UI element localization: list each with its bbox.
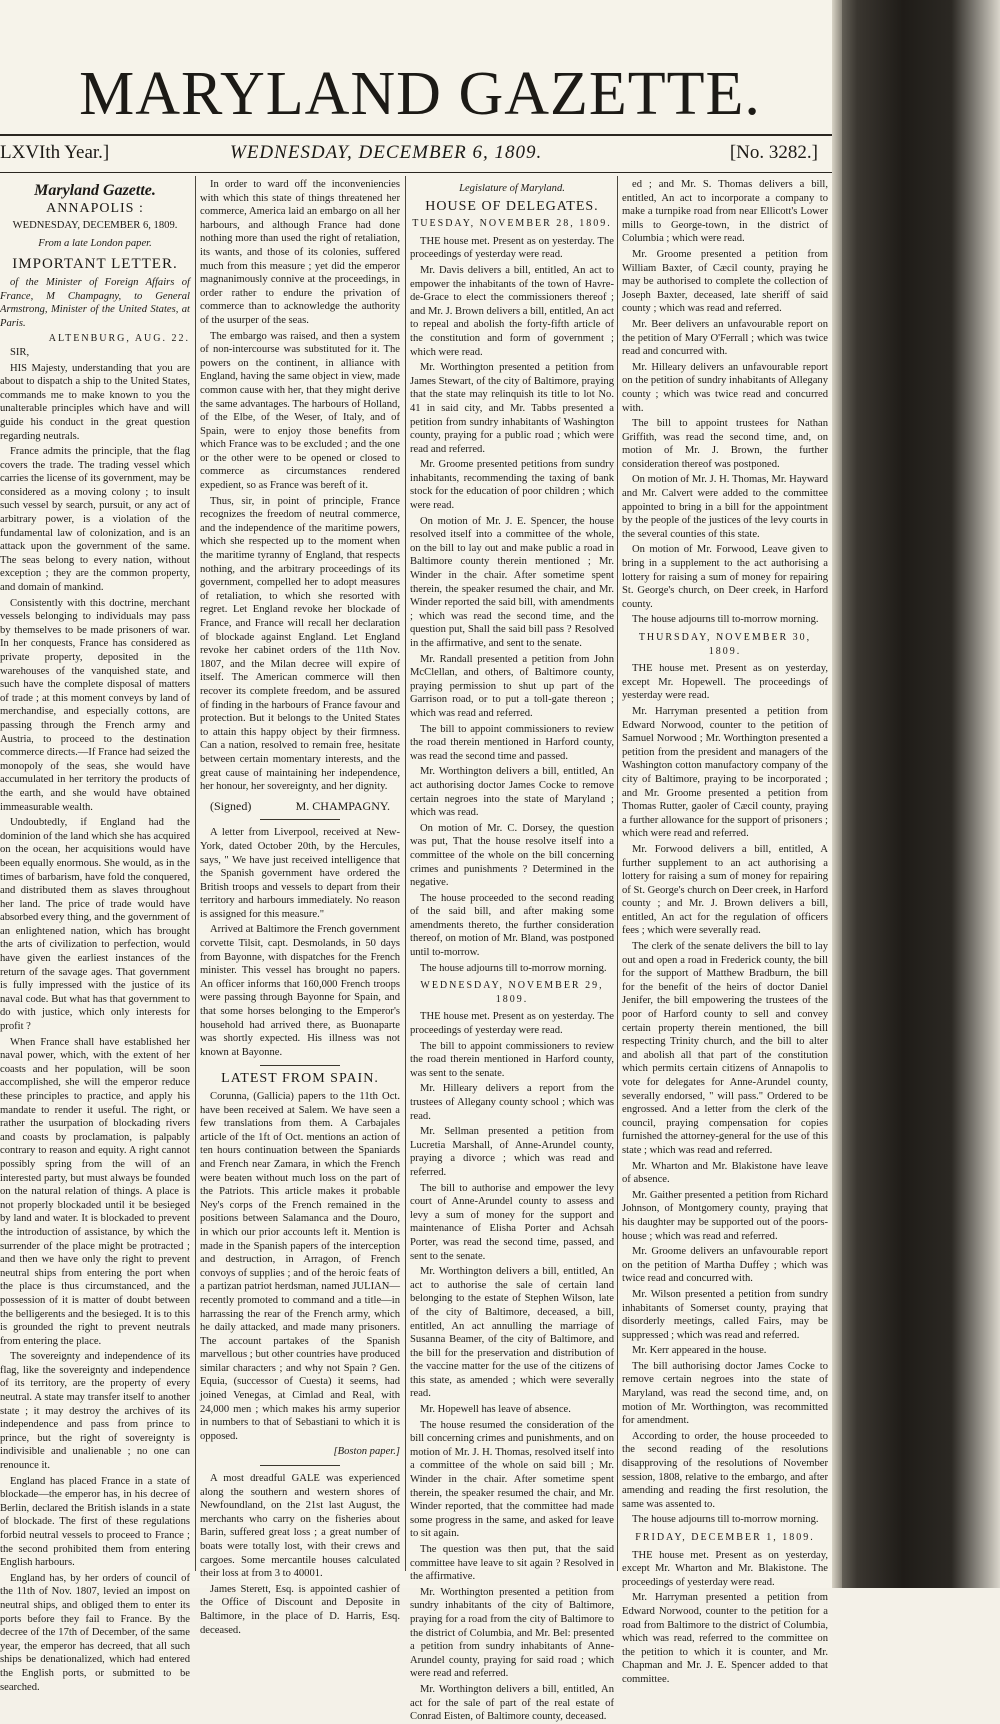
paragraph: Mr. Randall presented a petition from John McClellan, and others, of Baltimore county, praying permission to shut up part of the Garrison road, or to put a toll-gate thereon ; which was read and referred. [410,653,614,719]
paragraph: The sovereignty and independence of its flag, like the sovereignty and independence of its territory, are the property of every neutral. A state may transfer itself to another state ; it may destroy the archives of its independence and pass from prince to prince, but the right of sovereignty is indivisible and unalienable ; no one can renounce it. [0,1351,190,1472]
paragraph: The house adjourns till to-morrow morning. [632,614,819,626]
local-date: WEDNESDAY, DECEMBER 6, 1809. [12,220,178,232]
paragraph: On motion of Mr. Forwood, Leave given to bring in a supplement to the act authorising a lottery for raising a sum of money for repairing St. George's church, on Deer creek, in Harford county. [622,544,828,610]
paragraph: Mr. Wharton and Mr. Blakistone have leave of absence. [622,1160,828,1186]
article-heading: IMPORTANT LETTER. [12,256,178,273]
paragraph: HIS Majesty, understanding that you are about to dispatch a ship to the United States, commands me to make known to you the unalterable principles which have and will guide his conduct in the great question regarding neutrals. [0,362,190,442]
spain-article [200,1090,400,1443]
day-heading: THURSDAY, NOVEMBER 30, 1809. [638,632,812,657]
column-rule [405,176,406,1571]
day-heading: TUESDAY, NOVEMBER 28, 1809. [412,218,612,230]
article-body [200,178,400,794]
section-heading: Legislature of Maryland. [459,183,565,194]
paragraph: Corunna, (Gallicia) papers to the 11th Oct. have been received at Salem. We have seen a few translations from them. A Carbajales article of the 1ft of Oct. mentions an action of ten hours continuation between the Spaniards and French near Zamara, in which the French were beaten without much loss on the part of the Patriots. This article makes it probable Ney's corps of the French remained in the positions between Salamanca and the Douro, in which our prior accounts left it. Mention is made in the Spanish papers of the interception and destruction, in Arragon, of French convoys of supplies ; and of the heroic feats of a partizan patriot herdsman, named JULIAN—recently promoted to command and a title—in harrassing the rear of the French army, which he daily attacked, and made many prisoners. The account partakes of the Spanish marvellous ; but other countries have produced similar characters ; and why not Spain ? Gen. Equia, (successor of Cuesta) it seems, had joined Venegas, at Cimlad and Real, with 24,000 men ; which makes his army superior in numbers to that of Sebastiani to which it is opposed. [200,1091,400,1442]
paragraph: The bill to appoint trustees for Nathan Griffith, was read the second time, and, on motion of Mr. J. Brown, the further consideration thereof was postponed. [622,418,828,470]
paragraph: James Sterett, Esq. is appointed cashier of the Office of Discount and Deposite in Baltimore, in the place of D. Harris, Esq. deceased. [200,1583,400,1636]
column-2 [200,178,400,1636]
news-items [200,1472,400,1637]
paragraph: A most dreadful GALE was experienced along the southern and western shores of Newfoundland, on the 21st last August, the merchants who carry on the fisheries about Barin, suffered great loss ; a great number of boats were totally lost, with their crews and cargoes. Some mercantile houses calculated their loss at from 3 to 40001. [200,1473,400,1580]
book-binding [838,0,1000,1588]
paragraph: Mr. Gaither presented a petition from Richard Johnson, of Montgomery county, praying that his daughter may be supported out of the poors-house ; which was read and referred. [622,1189,828,1242]
paragraph: England has, by her orders of council of the 11th of Nov. 1807, levied an impost on neutral ships, and obliged them to enter its ports before they fail to France. By the decree of the 17th of December, of the same year, the emperor has decreed, that all such ships be denationalized, which had entered the English ports, or submitted to be searched. [0,1572,190,1693]
column-4 [622,178,828,1685]
divider [260,1465,340,1466]
spain-heading: LATEST FROM SPAIN. [221,1071,379,1087]
paragraph: Mr. Hilleary delivers an unfavourable report on the petition of sundry inhabitants of Allegany county ; which was twice read and concurred with. [622,361,828,414]
paragraph: Mr. Groome delivers an unfavourable report on the petition of Martha Duffey ; which was twice read and concurred with. [622,1246,828,1285]
paragraph: The house resumed the consideration of the bill concerning crimes and punishments, and on motion of Mr. J. H. Thomas, resolved itself into a committee of the whole on said bill ; Mr. Winder in the chair. After sometime spent therein, the speaker resumed the chair, and Mr. Winder reported, that the committee had made some progress in the same, and asked for leave to sit again. [410,1419,614,1540]
paragraph: THE house met. Present as on yesterday. The proceedings of yesterday were read. [410,1011,614,1037]
article-body [0,362,190,1695]
column-1 [0,178,190,1693]
paragraph: The embargo was raised, and then a system of non-intercourse was substituted for it. The powers on the continent, in alliance with England, having the same object in view, made common cause with her, that they might derive the same advantages. The harbours of Holland, of the Elbe, of the Weser, of Italy, and of Spain, were to enjoy those benefits from which France was to be excluded ; and the one or the other were to be opened or closed to commerce as circumstances rendered expedient, so as France was bereft of it. [200,330,400,492]
paragraph: Undoubtedly, if England had the dominion of the land which she has acquired on the ocean, her acquisitions would have been equally enormous. She would, as in the times of barbarism, have fold the conquered, and distributed them as slaves throughout her land. The price of trade would have absorbed every thing, and the government of an enlightened nation, which has brought the arts of civilization to perfection, would have given the earliest instances of the return of the savage ages. That government is fully impressed with the justice of its naval code. But what has that government to do with justice, which only interests for profit ? [0,817,190,1033]
paragraph: THE house met. Present as on yesterday, except Mr. Wharton and Mr. Blakistone. The proceedings of yesterday were read. [622,1549,828,1588]
day-heading: FRIDAY, DECEMBER 1, 1809. [635,1532,815,1543]
masthead: MARYLAND GAZETTE. [79,60,761,128]
paragraph: On motion of Mr. J. E. Spencer, the house resolved itself into a committee of the whole, on the bill to lay out and make public a road in Baltimore county therein mentioned ; Mr. Winder in the chair. After sometime spent therein, the speaker resumed the chair, and Mr. Winder reported the said bill, with amendments ; which was read the second time, and the question put, Shall the said bill pass ? Resolved in the affirmative, and sent to the senate. [410,515,614,649]
paragraph: Mr. Worthington delivers a bill, entitled, An act authorising doctor James Cocke to remove certain negroes into the state of Maryland ; which was read. [410,766,614,819]
signed-label: (Signed) [210,798,252,813]
dateline-bar [0,134,838,173]
place-heading: ANNAPOLIS : [46,200,144,216]
paragraph: The bill to appoint commissioners to review the road therein mentioned in Harford county, was read the second time and passed. [410,723,614,762]
paragraph: The house proceeded to the second reading of the said bill, and after making some amendments thereto, the further consideration thereof, on motion of Mr. Bland, was postponed until to-morrow. [410,892,614,959]
paragraph: Mr. Beer delivers an unfavourable report on the petition of Mary O'Ferrall ; which was twice read and concurred with. [622,318,828,358]
paragraph: Mr. Davis delivers a bill, entitled, An act to empower the inhabitants of the town of Havre-de-Grace to elect the commissioners thereof ; and Mr. J. Brown delivers a bill, entitled, An act to repeal and abolish the forty-fifth article of the constitution and form of government ; which were read. [410,264,614,358]
source-note: From a late London paper. [38,237,152,249]
paragraph: THE house met. Present as on yesterday. The proceedings of yesterday were read. [410,235,614,261]
paragraph: The house adjourns till to-morrow morning. [420,962,607,974]
proceedings [410,235,614,975]
paragraph: Mr. Wilson presented a petition from sundry inhabitants of Somerset county, praying that disorderly meetings, called Fairs, may be suppressed ; which was read and referred. [622,1288,828,1341]
proceedings [622,662,828,1527]
paragraph: The house adjourns till to-morrow morning. [632,1514,819,1526]
divider [260,819,340,820]
paragraph: THE house met. Present as on yesterday, except Mr. Hopewell. The proceedings of yesterday were read. [622,663,828,702]
paragraph: Mr. Sellman presented a petition from Lucretia Marshall, of Anne-Arundel county, praying a divorce ; which was read and referred. [410,1126,614,1178]
paragraph: The bill authorising doctor James Cocke to remove certain negroes into the state of Maryland, was read the second time, and, on motion of Mr. Worthington, was recommitted for amendment. [622,1360,828,1427]
paragraph: France admits the principle, that the flag covers the trade. The trading vessel which carries the license of its government, may be considered as a moving colony ; to insult such vessel by search, pursuit, or any act of arbitrary power, is a violation of the fundamental law of colonization, and is an attack upon the government of the same. The seas belong to every nation, without exception ; they are the common property, and domain of mankind. [0,446,190,594]
article-byline: of the Minister of Foreign Affairs of France, M Champagny, to General Armstrong, Minister of the United States, at Paris. [0,276,190,329]
signature [210,800,390,814]
paragraph: The clerk of the senate delivers the bill to lay out and open a road in Frederick county, the bill for the support of Matthew Bradburn, the bill for the benefit of the heirs of doctor Daniel Jenifer, the bill empowering the trustees of the poor of Harford county to sell and convey certain property therein mentioned, the bill respecting Trinity church, and the bill to alter and abolish all that part of the constitution which permits certain citizens of Annapolis to vote for delegates for Anne-Arundel county, severally endorsed, " will pass." Ordered to be engrossed. And a letter from the clerk of the council, praying compensation for copies furnished the attorney-general for the use of this state ; which was read and referred. [622,941,828,1156]
paragraph: According to order, the house proceeded to the second reading of the resolutions disapproving of the resolutions of November session, 1808, relative to the embargo, and after amending and reading the first resolution, the same was assented to. [622,1430,828,1510]
volume-label: LXVIth Year.] [0,142,110,163]
paragraph: England has placed France in a state of blockade—the emperor has, in his decree of Berlin, declared the British islands in a state of blockade. The first of these regulations forbid neutral vessels to proceed to France ; the second prohibited them from entering English harbours. [0,1475,190,1569]
paragraph: ed ; and Mr. S. Thomas delivers a bill, entitled, An act to incorporate a company to make a turnpike road from near Ellicott's Lower mills to George-town, in the district of Columbia ; which were read. [622,179,828,245]
paragraph: When France shall have established her naval power, which, with the extent of her coasts and her population, will be soon accomplished, she will the emperor reduce these principles to practice, and apply his mandate to render it useful. The right, or rather the usurpation of blockading rivers and coasts by proclamation, is palpably contrary to reason and equity. A right cannot possibly spring from the will of an interested party, but must always be founded on the natural relation of things. A place is not properly blockaded until it be besieged by land and water. It is blockaded to prevent the introduction of assistance, by which the surrender of the place might be protracted ; and then we have only the right to prevent neutral ships from entering the port when the place is thus circumstanced, and the possession of it is matter of doubt between the belligerents and the besieged. It is to this is grounded the right to prevent neutrals from entering the place. [0,1036,190,1347]
column-rule [617,176,618,1571]
issue-number: [No. 3282.] [729,142,818,163]
paragraph: Mr. Forwood delivers a bill, entitled, A further supplement to an act authorising a lottery for raising a sum of money for repairing of St. George's church on Deer creek, in Harford county ; and Mr. J. Brown delivers a bill, entitled, An act for the regulation of officers fees ; which were severally read. [622,843,828,937]
column-3 [410,178,614,1723]
paragraph: Arrived at Baltimore the French government corvette Tilsit, capt. Desmolands, in 50 days from Bayonne, with dispatches for the French minister. This vessel has brought no papers. An officer informs that 160,000 French troops were passing through Bayonne for Spain, and that some horses belonging to the Emperor's household had arrived there, as Buonaparte was shortly expected. His illness was not known at Bayonne. [200,924,400,1058]
paragraph: On motion of Mr. C. Dorsey, the question was put, That the house resolve itself into a committee of the whole on the bill concerning crimes and punishments ? Determined in the negative. [410,822,614,889]
paragraph: Mr. Worthington presented a petition from James Stewart, of the city of Baltimore, praying that the state may relinquish its title to lot No. 41 in said city, and Mr. Tabbs presented a petition from sundry inhabitants of Washington county, praying for a public road ; which were read and referred. [410,362,614,455]
paragraph: Mr. Groome presented petitions from sundry inhabitants, recommending the taxing of bank stock for the education of poor children ; which were read. [410,459,614,512]
paragraph: Consistently with this doctrine, merchant vessels belonging to individuals may pass by themselves to be made prisoners of war. In her conquests, France has considered as private property, deposited in the warehouses of the vanquished state, and such have the complete disposal of matters of trade ; at this moment conveys by land of merchandise, and especially cottons, are passing through the French army and Austria, to proceed to the destination commerce directs.—If France had seized the monopoly of the seas, she would have accumulated in her territory the products of the earth, and she would have obtained immeasurable wealth. [0,597,190,813]
paragraph: Mr. Harryman presented a petition from Edward Norwood, counter to the petition for a road from Baltimore to the district of Columbia, which was read, referred to the committee on the petition to which it is counter, and Mr. Chapman and Mr. J. E. Spencer added to that committee. [622,1592,828,1685]
day-heading: WEDNESDAY, NOVEMBER 29, 1809. [420,980,604,1005]
issue-date: WEDNESDAY, DECEMBER 6, 1809. [230,142,543,163]
paragraph: Mr. Worthington delivers a bill, entitled, An act to authorise the sale of certain land belonging to the estate of Stephen Wilson, late of the city of Baltimore, deceased, a bill, entitled, An act annulling the marriage of Susanna Beamer, of the city of Baltimore, and the bill for the preservation and distribution of the vaccine matter for the use of the citizens of this state, as amended ; which were severally read. [410,1266,614,1400]
proceedings [622,178,828,627]
paragraph: Mr. Harryman presented a petition from Edward Norwood, counter to the petition of Samuel Norwood ; Mr. Worthington presented a petition from the president and managers of the Washington cotton manufactory company of the city of Baltimore, praying to be incorporated ; and Mr. Groome presented a petition from Thomas Rutter, gaoler of Cæcil county, praying a further allowance for the support of prisoners ; which were read and referred. [622,705,828,840]
paragraph: Mr. Kerr appeared in the house. [632,1345,767,1357]
paragraph: The question was then put, that the said committee have leave to sit again ? Resolved in the affirmative. [410,1544,614,1583]
page-edge [832,0,842,1588]
paragraph: Mr. Worthington presented a petition from sundry inhabitants of the city of Baltimore, praying for a road from the city of Baltimore to the district of Columbia, and Mr. Bel: presented a petition from sundry inhabitants of Anne-Arundel county, praying for said road ; which were read and referred. [410,1586,614,1680]
proceedings [410,1010,614,1723]
proceedings [622,1549,828,1687]
house-heading: HOUSE OF DELEGATES. [425,198,599,214]
paragraph: Mr. Worthington delivers a bill, entitled, An act for the sale of part of the real estate of Conrad Eisten, of Baltimore county, deceased. [410,1683,614,1723]
source-credit: [Boston paper.] [333,1446,400,1458]
paragraph: Mr. Hilleary delivers a report from the trustees of Allegany county school ; which was read. [410,1083,614,1122]
paragraph: In order to ward off the inconveniencies with which this state of things threatened her commerce, America laid an embargo on all her harbours, and although France had done nothing more than used the right of retaliation, its wants, and those of its colonies, suffered much from this measure ; yet did the emperor magnanimously connive at the proceedings, in order rather to endure the privation of commerce than to acknowledge the authority of the usurper of the seas. [200,179,400,326]
salutation: SIR, [10,346,30,358]
article-place-date: ALTENBURG, AUG. 22. [48,333,190,345]
paragraph: A letter from Liverpool, received at New-York, dated October 20th, by the Hercules, says, " We have just received intelligence that the Spanish government have ordered the British troops and vessels to depart from their territory and harbours immediately. No reason is assigned for this measure." [200,827,400,920]
paragraph: Thus, sir, in point of principle, France recognizes the freedom of neutral commerce, and the independence of the maritime powers, which she respected up to the moment when the maritime tyranny of England, that respects nothing, and the arbitrary proceedings of its government, compelled her to adopt measures of retaliation, to which she resorted with regret. Let England revoke her blockade of France, and France will recall her declaration of blockade against England. Let England revoke her cabinet orders of the 11th Nov. 1807, and the Milan decree will expire of itself. The American commerce will then recover its complete freedom, and be assured of finding in the harbours of France favour and protection. But it belongs to the United States to attain this happy object by their firmness. Can a nation, resolved to remain free, hesitate between certain momentary interests, and the great cause of maintaining her independence, her honour, her sovereignty, and her dignity. [200,495,400,793]
column-rule [195,176,196,1571]
signer-name: M. CHAMPAGNY. [295,798,390,813]
paragraph: The bill to appoint commissioners to review the road therein mentioned in Harford county, was sent to the senate. [410,1040,614,1079]
paragraph: Mr. Hopewell has leave of absence. [420,1404,571,1416]
divider [260,1065,340,1066]
paragraph: On motion of Mr. J. H. Thomas, Mr. Hayward and Mr. Calvert were added to the committee appointed to bring in a bill for the appointment by the people of the justices of the levy courts in the several counties of this state. [622,474,828,540]
paragraph: The bill to authorise and empower the levy court of Anne-Arundel county to assess and levy a sum of money for the support and maintenance of Elisha Porter and Achsah Porter, was read the second time, passed, and sent to the senate. [410,1182,614,1262]
paragraph: Mr. Groome presented a petition from William Baxter, of Cæcil county, praying he may be authorised to complete the collection of Joseph Baxter, deceased, late sheriff of said county ; which was read and referred. [622,248,828,315]
news-items [200,826,400,1059]
paper-name: Maryland Gazette. [34,182,156,199]
